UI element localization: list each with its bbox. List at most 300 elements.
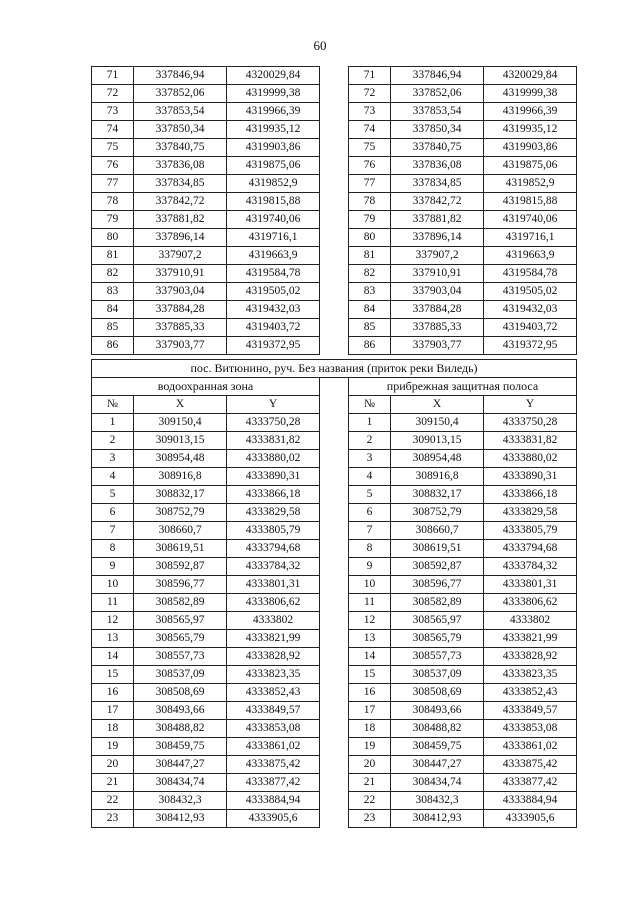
left-x-cell: 337834,85 <box>134 175 227 193</box>
column-gap <box>320 175 349 193</box>
right-y-cell: 4319663,9 <box>484 247 577 265</box>
right-x-cell: 308565,97 <box>391 612 484 630</box>
right-number-cell: 76 <box>349 157 391 175</box>
right-y-cell: 4319903,86 <box>484 139 577 157</box>
left-x-cell: 309013,15 <box>134 432 227 450</box>
left-x-cell: 308565,79 <box>134 630 227 648</box>
left-y-cell: 4319663,9 <box>227 247 320 265</box>
table-row <box>92 175 577 193</box>
right-x-cell: 308916,8 <box>391 468 484 486</box>
left-x-cell: 308592,87 <box>134 558 227 576</box>
table-row <box>92 319 577 337</box>
left-x-cell: 337881,82 <box>134 211 227 229</box>
table-row <box>92 121 577 139</box>
column-gap <box>320 558 349 576</box>
column-gap <box>320 468 349 486</box>
left-number-cell: 13 <box>92 630 134 648</box>
table-row <box>92 157 577 175</box>
left-y-cell: 4333806,62 <box>227 594 320 612</box>
left-number-cell: 11 <box>92 594 134 612</box>
left-number-cell: 23 <box>92 810 134 828</box>
right-number-cell: 77 <box>349 175 391 193</box>
right-x-cell: 337903,04 <box>391 283 484 301</box>
right-y-cell: 4319815,88 <box>484 193 577 211</box>
left-y-cell: 4333828,92 <box>227 648 320 666</box>
table-row <box>92 666 577 684</box>
table-row <box>92 301 577 319</box>
table-row <box>92 247 577 265</box>
right-number-cell: 4 <box>349 468 391 486</box>
table-row <box>92 702 577 720</box>
column-gap <box>320 157 349 175</box>
left-y-cell: 4333861,02 <box>227 738 320 756</box>
right-x-cell: 337881,82 <box>391 211 484 229</box>
left-number-cell: 74 <box>92 121 134 139</box>
table-row <box>92 139 577 157</box>
left-number-cell: 2 <box>92 432 134 450</box>
table-row <box>92 720 577 738</box>
left-x-cell: 337885,33 <box>134 319 227 337</box>
left-y-cell: 4319935,12 <box>227 121 320 139</box>
column-gap <box>320 211 349 229</box>
left-number-cell: 14 <box>92 648 134 666</box>
left-x-cell: 337884,28 <box>134 301 227 319</box>
right-y-cell: 4333905,6 <box>484 810 577 828</box>
left-number-cell: 3 <box>92 450 134 468</box>
left-x-cell: 308832,17 <box>134 486 227 504</box>
right-y-cell: 4333784,32 <box>484 558 577 576</box>
right-x-cell: 308619,51 <box>391 540 484 558</box>
left-y-cell: 4333801,31 <box>227 576 320 594</box>
left-number-cell: 71 <box>92 67 134 85</box>
right-x-cell: 337840,75 <box>391 139 484 157</box>
right-y-cell: 4333801,31 <box>484 576 577 594</box>
coastal-protection-strip-header: прибрежная защитная полоса <box>349 378 577 396</box>
right-y-cell: 4319852,9 <box>484 175 577 193</box>
table-row <box>92 85 577 103</box>
left-y-cell: 4333829,58 <box>227 504 320 522</box>
left-number-cell: 82 <box>92 265 134 283</box>
left-y-cell: 4319584,78 <box>227 265 320 283</box>
right-x-cell: 337884,28 <box>391 301 484 319</box>
left-y-cell: 4319815,88 <box>227 193 320 211</box>
table-row <box>92 486 577 504</box>
column-gap <box>320 756 349 774</box>
column-gap <box>320 139 349 157</box>
column-gap <box>320 85 349 103</box>
table-row <box>92 193 577 211</box>
column-gap <box>320 432 349 450</box>
left-x-cell: 337850,34 <box>134 121 227 139</box>
right-x-cell: 308832,17 <box>391 486 484 504</box>
left-x-cell: 308432,3 <box>134 792 227 810</box>
column-gap <box>320 630 349 648</box>
left-number-header: № <box>92 396 134 414</box>
right-x-cell: 308447,27 <box>391 756 484 774</box>
right-y-cell: 4319966,39 <box>484 103 577 121</box>
left-y-cell: 4333750,28 <box>227 414 320 432</box>
column-gap <box>320 594 349 612</box>
table-row <box>92 738 577 756</box>
column-gap <box>320 720 349 738</box>
left-y-cell: 4319372,95 <box>227 337 320 355</box>
right-x-cell: 308752,79 <box>391 504 484 522</box>
table-row <box>92 594 577 612</box>
left-y-cell: 4319403,72 <box>227 319 320 337</box>
left-number-cell: 17 <box>92 702 134 720</box>
right-x-cell: 337842,72 <box>391 193 484 211</box>
left-number-cell: 73 <box>92 103 134 121</box>
left-x-cell: 308434,74 <box>134 774 227 792</box>
right-x-cell: 337896,14 <box>391 229 484 247</box>
left-x-cell: 337896,14 <box>134 229 227 247</box>
right-number-cell: 18 <box>349 720 391 738</box>
right-x-cell: 337836,08 <box>391 157 484 175</box>
right-number-cell: 14 <box>349 648 391 666</box>
coordinates-table-body <box>92 414 577 828</box>
right-x-cell: 308488,82 <box>391 720 484 738</box>
left-y-cell: 4333794,68 <box>227 540 320 558</box>
column-gap <box>320 265 349 283</box>
right-x-cell: 308565,79 <box>391 630 484 648</box>
right-x-cell: 308432,3 <box>391 792 484 810</box>
right-number-cell: 5 <box>349 486 391 504</box>
left-x-cell: 337846,94 <box>134 67 227 85</box>
right-y-cell: 4333884,94 <box>484 792 577 810</box>
left-number-cell: 10 <box>92 576 134 594</box>
right-number-cell: 21 <box>349 774 391 792</box>
right-x-cell: 337907,2 <box>391 247 484 265</box>
left-x-cell: 308459,75 <box>134 738 227 756</box>
right-number-cell: 86 <box>349 337 391 355</box>
right-y-cell: 4320029,84 <box>484 67 577 85</box>
left-number-cell: 4 <box>92 468 134 486</box>
table-row <box>92 414 577 432</box>
column-gap <box>320 504 349 522</box>
right-y-cell: 4333806,62 <box>484 594 577 612</box>
column-gap <box>320 648 349 666</box>
coordinates-table-continued <box>91 66 577 355</box>
left-y-cell: 4319432,03 <box>227 301 320 319</box>
right-x-cell: 308660,7 <box>391 522 484 540</box>
left-number-cell: 9 <box>92 558 134 576</box>
table-row <box>92 576 577 594</box>
right-x-cell: 308557,73 <box>391 648 484 666</box>
table-row <box>92 67 577 85</box>
right-y-cell: 4333852,43 <box>484 684 577 702</box>
right-number-cell: 13 <box>349 630 391 648</box>
table-row <box>92 103 577 121</box>
right-number-cell: 78 <box>349 193 391 211</box>
left-y-cell: 4319852,9 <box>227 175 320 193</box>
right-y-cell: 4333750,28 <box>484 414 577 432</box>
left-number-cell: 86 <box>92 337 134 355</box>
left-x-cell: 337852,06 <box>134 85 227 103</box>
left-y-cell: 4319716,1 <box>227 229 320 247</box>
right-x-cell: 308537,09 <box>391 666 484 684</box>
right-y-cell: 4319372,95 <box>484 337 577 355</box>
right-x-cell: 309150,4 <box>391 414 484 432</box>
right-number-cell: 7 <box>349 522 391 540</box>
left-y-cell: 4320029,84 <box>227 67 320 85</box>
left-y-cell: 4319875,06 <box>227 157 320 175</box>
left-y-cell: 4319999,38 <box>227 85 320 103</box>
left-y-cell: 4333853,08 <box>227 720 320 738</box>
right-y-cell: 4333875,42 <box>484 756 577 774</box>
column-gap <box>320 522 349 540</box>
table-row <box>92 612 577 630</box>
table-row <box>92 432 577 450</box>
left-number-cell: 81 <box>92 247 134 265</box>
right-number-cell: 17 <box>349 702 391 720</box>
left-x-cell: 308508,69 <box>134 684 227 702</box>
right-y-cell: 4319935,12 <box>484 121 577 139</box>
right-number-cell: 75 <box>349 139 391 157</box>
left-y-cell: 4333784,32 <box>227 558 320 576</box>
left-x-cell: 308537,09 <box>134 666 227 684</box>
right-y-cell: 4333890,31 <box>484 468 577 486</box>
left-number-cell: 21 <box>92 774 134 792</box>
right-number-cell: 6 <box>349 504 391 522</box>
column-gap <box>320 283 349 301</box>
column-gap <box>320 67 349 85</box>
right-x-cell: 337903,77 <box>391 337 484 355</box>
column-gap <box>320 301 349 319</box>
left-x-cell: 308596,77 <box>134 576 227 594</box>
table-row <box>92 211 577 229</box>
left-x-cell: 308916,8 <box>134 468 227 486</box>
left-y-cell: 4333802 <box>227 612 320 630</box>
left-x-cell: 308660,7 <box>134 522 227 540</box>
column-gap <box>320 396 349 414</box>
page-number: 60 <box>313 38 327 53</box>
right-y-cell: 4333805,79 <box>484 522 577 540</box>
column-gap <box>320 612 349 630</box>
left-x-cell: 337840,75 <box>134 139 227 157</box>
right-number-cell: 9 <box>349 558 391 576</box>
right-number-cell: 79 <box>349 211 391 229</box>
left-number-cell: 6 <box>92 504 134 522</box>
left-y-cell: 4333849,57 <box>227 702 320 720</box>
right-y-cell: 4333821,99 <box>484 630 577 648</box>
right-y-cell: 4319505,02 <box>484 283 577 301</box>
left-x-cell: 337910,91 <box>134 265 227 283</box>
left-number-cell: 79 <box>92 211 134 229</box>
left-number-cell: 5 <box>92 486 134 504</box>
left-number-cell: 1 <box>92 414 134 432</box>
table-row <box>92 450 577 468</box>
right-y-cell: 4333877,42 <box>484 774 577 792</box>
right-y-cell: 4333853,08 <box>484 720 577 738</box>
left-x-cell: 337903,77 <box>134 337 227 355</box>
right-y-cell: 4333828,92 <box>484 648 577 666</box>
right-number-cell: 73 <box>349 103 391 121</box>
column-gap <box>320 792 349 810</box>
left-x-cell: 337907,2 <box>134 247 227 265</box>
right-number-cell: 81 <box>349 247 391 265</box>
right-y-cell: 4333866,18 <box>484 486 577 504</box>
right-x-cell: 337834,85 <box>391 175 484 193</box>
left-number-cell: 80 <box>92 229 134 247</box>
right-x-cell: 337853,54 <box>391 103 484 121</box>
column-header-row <box>92 396 577 414</box>
right-number-cell: 20 <box>349 756 391 774</box>
column-gap <box>320 229 349 247</box>
right-number-cell: 3 <box>349 450 391 468</box>
left-y-cell: 4333831,82 <box>227 432 320 450</box>
column-gap <box>320 193 349 211</box>
column-gap <box>320 702 349 720</box>
table-row <box>92 792 577 810</box>
right-number-cell: 15 <box>349 666 391 684</box>
left-y-cell: 4333880,02 <box>227 450 320 468</box>
column-gap <box>320 121 349 139</box>
table-row <box>92 630 577 648</box>
column-gap <box>320 486 349 504</box>
left-number-cell: 77 <box>92 175 134 193</box>
right-number-cell: 22 <box>349 792 391 810</box>
column-gap <box>320 540 349 558</box>
left-x-cell: 308619,51 <box>134 540 227 558</box>
column-gap <box>320 378 349 396</box>
right-x-cell: 308954,48 <box>391 450 484 468</box>
right-x-cell: 308493,66 <box>391 702 484 720</box>
left-y-cell: 4333890,31 <box>227 468 320 486</box>
right-x-cell: 337885,33 <box>391 319 484 337</box>
left-x-cell: 337842,72 <box>134 193 227 211</box>
column-gap <box>320 450 349 468</box>
right-y-cell: 4319403,72 <box>484 319 577 337</box>
left-number-cell: 20 <box>92 756 134 774</box>
left-x-cell: 308565,97 <box>134 612 227 630</box>
table-row <box>92 468 577 486</box>
left-x-cell: 308954,48 <box>134 450 227 468</box>
left-y-cell: 4333905,6 <box>227 810 320 828</box>
right-y-cell: 4333861,02 <box>484 738 577 756</box>
right-y-cell: 4333880,02 <box>484 450 577 468</box>
right-y-cell: 4333802 <box>484 612 577 630</box>
right-number-cell: 72 <box>349 85 391 103</box>
left-number-cell: 85 <box>92 319 134 337</box>
right-x-header: X <box>391 396 484 414</box>
left-y-cell: 4319966,39 <box>227 103 320 121</box>
left-x-cell: 308412,93 <box>134 810 227 828</box>
column-gap <box>320 414 349 432</box>
right-y-cell: 4333831,82 <box>484 432 577 450</box>
right-number-cell: 71 <box>349 67 391 85</box>
left-number-cell: 19 <box>92 738 134 756</box>
right-y-cell: 4333794,68 <box>484 540 577 558</box>
column-gap <box>320 684 349 702</box>
column-gap <box>320 666 349 684</box>
right-number-cell: 23 <box>349 810 391 828</box>
table-row <box>92 684 577 702</box>
column-gap <box>320 774 349 792</box>
right-number-cell: 84 <box>349 301 391 319</box>
left-y-cell: 4333884,94 <box>227 792 320 810</box>
table-row <box>92 648 577 666</box>
left-y-cell: 4333866,18 <box>227 486 320 504</box>
coordinates-table-body <box>92 67 577 355</box>
table-row <box>92 522 577 540</box>
right-number-cell: 10 <box>349 576 391 594</box>
section-title-row <box>92 360 577 378</box>
left-number-cell: 16 <box>92 684 134 702</box>
right-y-cell: 4319584,78 <box>484 265 577 283</box>
left-y-cell: 4319740,06 <box>227 211 320 229</box>
left-y-cell: 4333877,42 <box>227 774 320 792</box>
column-gap <box>320 319 349 337</box>
left-y-cell: 4333875,42 <box>227 756 320 774</box>
table-row <box>92 337 577 355</box>
right-number-cell: 85 <box>349 319 391 337</box>
left-y-cell: 4333805,79 <box>227 522 320 540</box>
left-x-cell: 337903,04 <box>134 283 227 301</box>
left-x-cell: 308582,89 <box>134 594 227 612</box>
right-y-cell: 4319875,06 <box>484 157 577 175</box>
right-x-cell: 308459,75 <box>391 738 484 756</box>
right-x-cell: 337846,94 <box>391 67 484 85</box>
right-x-cell: 308434,74 <box>391 774 484 792</box>
right-x-cell: 308596,77 <box>391 576 484 594</box>
left-number-cell: 7 <box>92 522 134 540</box>
table-row <box>92 810 577 828</box>
left-y-cell: 4333821,99 <box>227 630 320 648</box>
left-x-header: X <box>134 396 227 414</box>
left-x-cell: 308447,27 <box>134 756 227 774</box>
right-number-cell: 1 <box>349 414 391 432</box>
left-number-cell: 78 <box>92 193 134 211</box>
right-number-cell: 2 <box>349 432 391 450</box>
left-y-cell: 4319505,02 <box>227 283 320 301</box>
right-y-cell: 4333823,35 <box>484 666 577 684</box>
right-number-header: № <box>349 396 391 414</box>
right-x-cell: 308592,87 <box>391 558 484 576</box>
right-y-cell: 4333849,57 <box>484 702 577 720</box>
right-x-cell: 337852,06 <box>391 85 484 103</box>
right-y-cell: 4333829,58 <box>484 504 577 522</box>
right-x-cell: 337910,91 <box>391 265 484 283</box>
right-number-cell: 11 <box>349 594 391 612</box>
right-y-cell: 4319740,06 <box>484 211 577 229</box>
left-number-cell: 84 <box>92 301 134 319</box>
left-y-cell: 4319903,86 <box>227 139 320 157</box>
column-gap <box>320 810 349 828</box>
section-title: пос. Витюнино, руч. Без названия (приток реки Виледь) <box>92 360 577 378</box>
right-number-cell: 80 <box>349 229 391 247</box>
zone-header-row <box>92 378 577 396</box>
left-number-cell: 72 <box>92 85 134 103</box>
table-row <box>92 504 577 522</box>
column-gap <box>320 337 349 355</box>
table-row <box>92 283 577 301</box>
left-y-cell: 4333852,43 <box>227 684 320 702</box>
right-y-cell: 4319716,1 <box>484 229 577 247</box>
left-number-cell: 15 <box>92 666 134 684</box>
right-x-cell: 308582,89 <box>391 594 484 612</box>
right-number-cell: 19 <box>349 738 391 756</box>
left-number-cell: 76 <box>92 157 134 175</box>
table-row <box>92 558 577 576</box>
right-x-cell: 308412,93 <box>391 810 484 828</box>
left-y-cell: 4333823,35 <box>227 666 320 684</box>
right-x-cell: 308508,69 <box>391 684 484 702</box>
left-x-cell: 337836,08 <box>134 157 227 175</box>
right-number-cell: 74 <box>349 121 391 139</box>
right-number-cell: 82 <box>349 265 391 283</box>
left-number-cell: 8 <box>92 540 134 558</box>
column-gap <box>320 247 349 265</box>
